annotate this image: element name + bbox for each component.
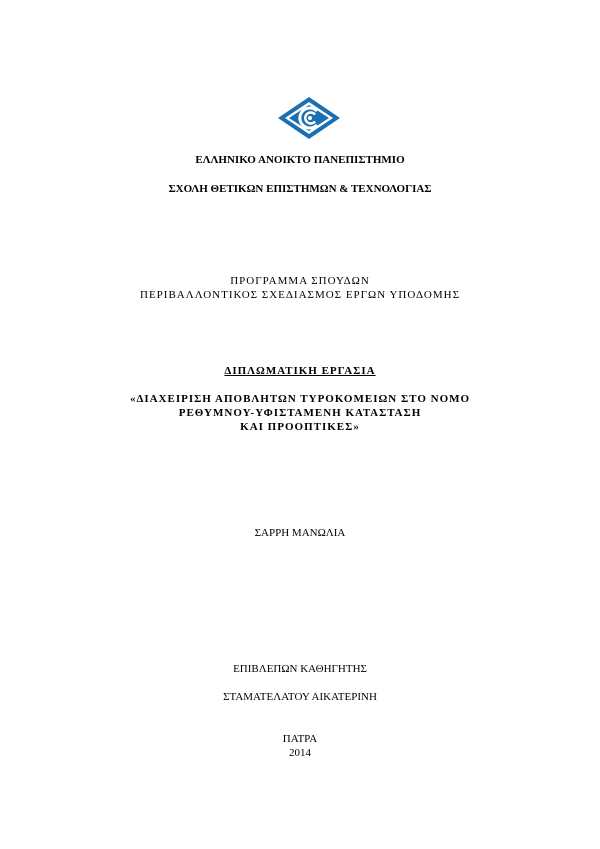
university-logo-icon (277, 96, 341, 140)
supervisor-label: ΕΠΙΒΛΕΠΩΝ ΚΑΘΗΓΗΤΗΣ (233, 663, 367, 675)
author-name: ΣΑΡΡΗ ΜΑΝΩΛΙΑ (254, 527, 346, 539)
school-name: ΣΧΟΛΗ ΘΕΤΙΚΩΝ ΕΠΙΣΤΗΜΩΝ & ΤΕΧΝΟΛΟΓΙΑΣ (168, 183, 432, 195)
city: ΠΑΤΡΑ (282, 733, 318, 745)
program-label: ΠΡΟΓΡΑΜΜΑ ΣΠΟΥΔΩΝ (230, 275, 370, 287)
thesis-title-line-1: «ΔΙΑΧΕΙΡΙΣΗ ΑΠΟΒΛΗΤΩΝ ΤΥΡΟΚΟΜΕΙΩΝ ΣΤΟ ΝΟΜΟ (129, 393, 471, 405)
program-name: ΠΕΡΙΒΑΛΛΟΝΤΙΚΟΣ ΣΧΕΔΙΑΣΜΟΣ ΕΡΓΩΝ ΥΠΟΔΟΜΗΣ (140, 289, 460, 301)
thesis-title-line-3: ΚΑΙ ΠΡΟΟΠΤΙΚΕΣ» (240, 421, 360, 433)
thesis-type: ΔΙΠΛΩΜΑΤΙΚΗ ΕΡΓΑΣΙΑ (224, 365, 376, 377)
thesis-title-line-2: ΡΕΘΥΜΝΟΥ-ΥΦΙΣΤΑΜΕΝΗ ΚΑΤΑΣΤΑΣΗ (178, 407, 422, 419)
supervisor-name: ΣΤΑΜΑΤΕΛΑΤΟΥ ΑΙΚΑΤΕΡΙΝΗ (223, 691, 377, 703)
year: 2014 (289, 747, 311, 759)
university-name: ΕΛΛΗΝΙΚΟ ΑΝΟΙΚΤΟ ΠΑΝΕΠΙΣΤΗΜΙΟ (195, 154, 405, 166)
